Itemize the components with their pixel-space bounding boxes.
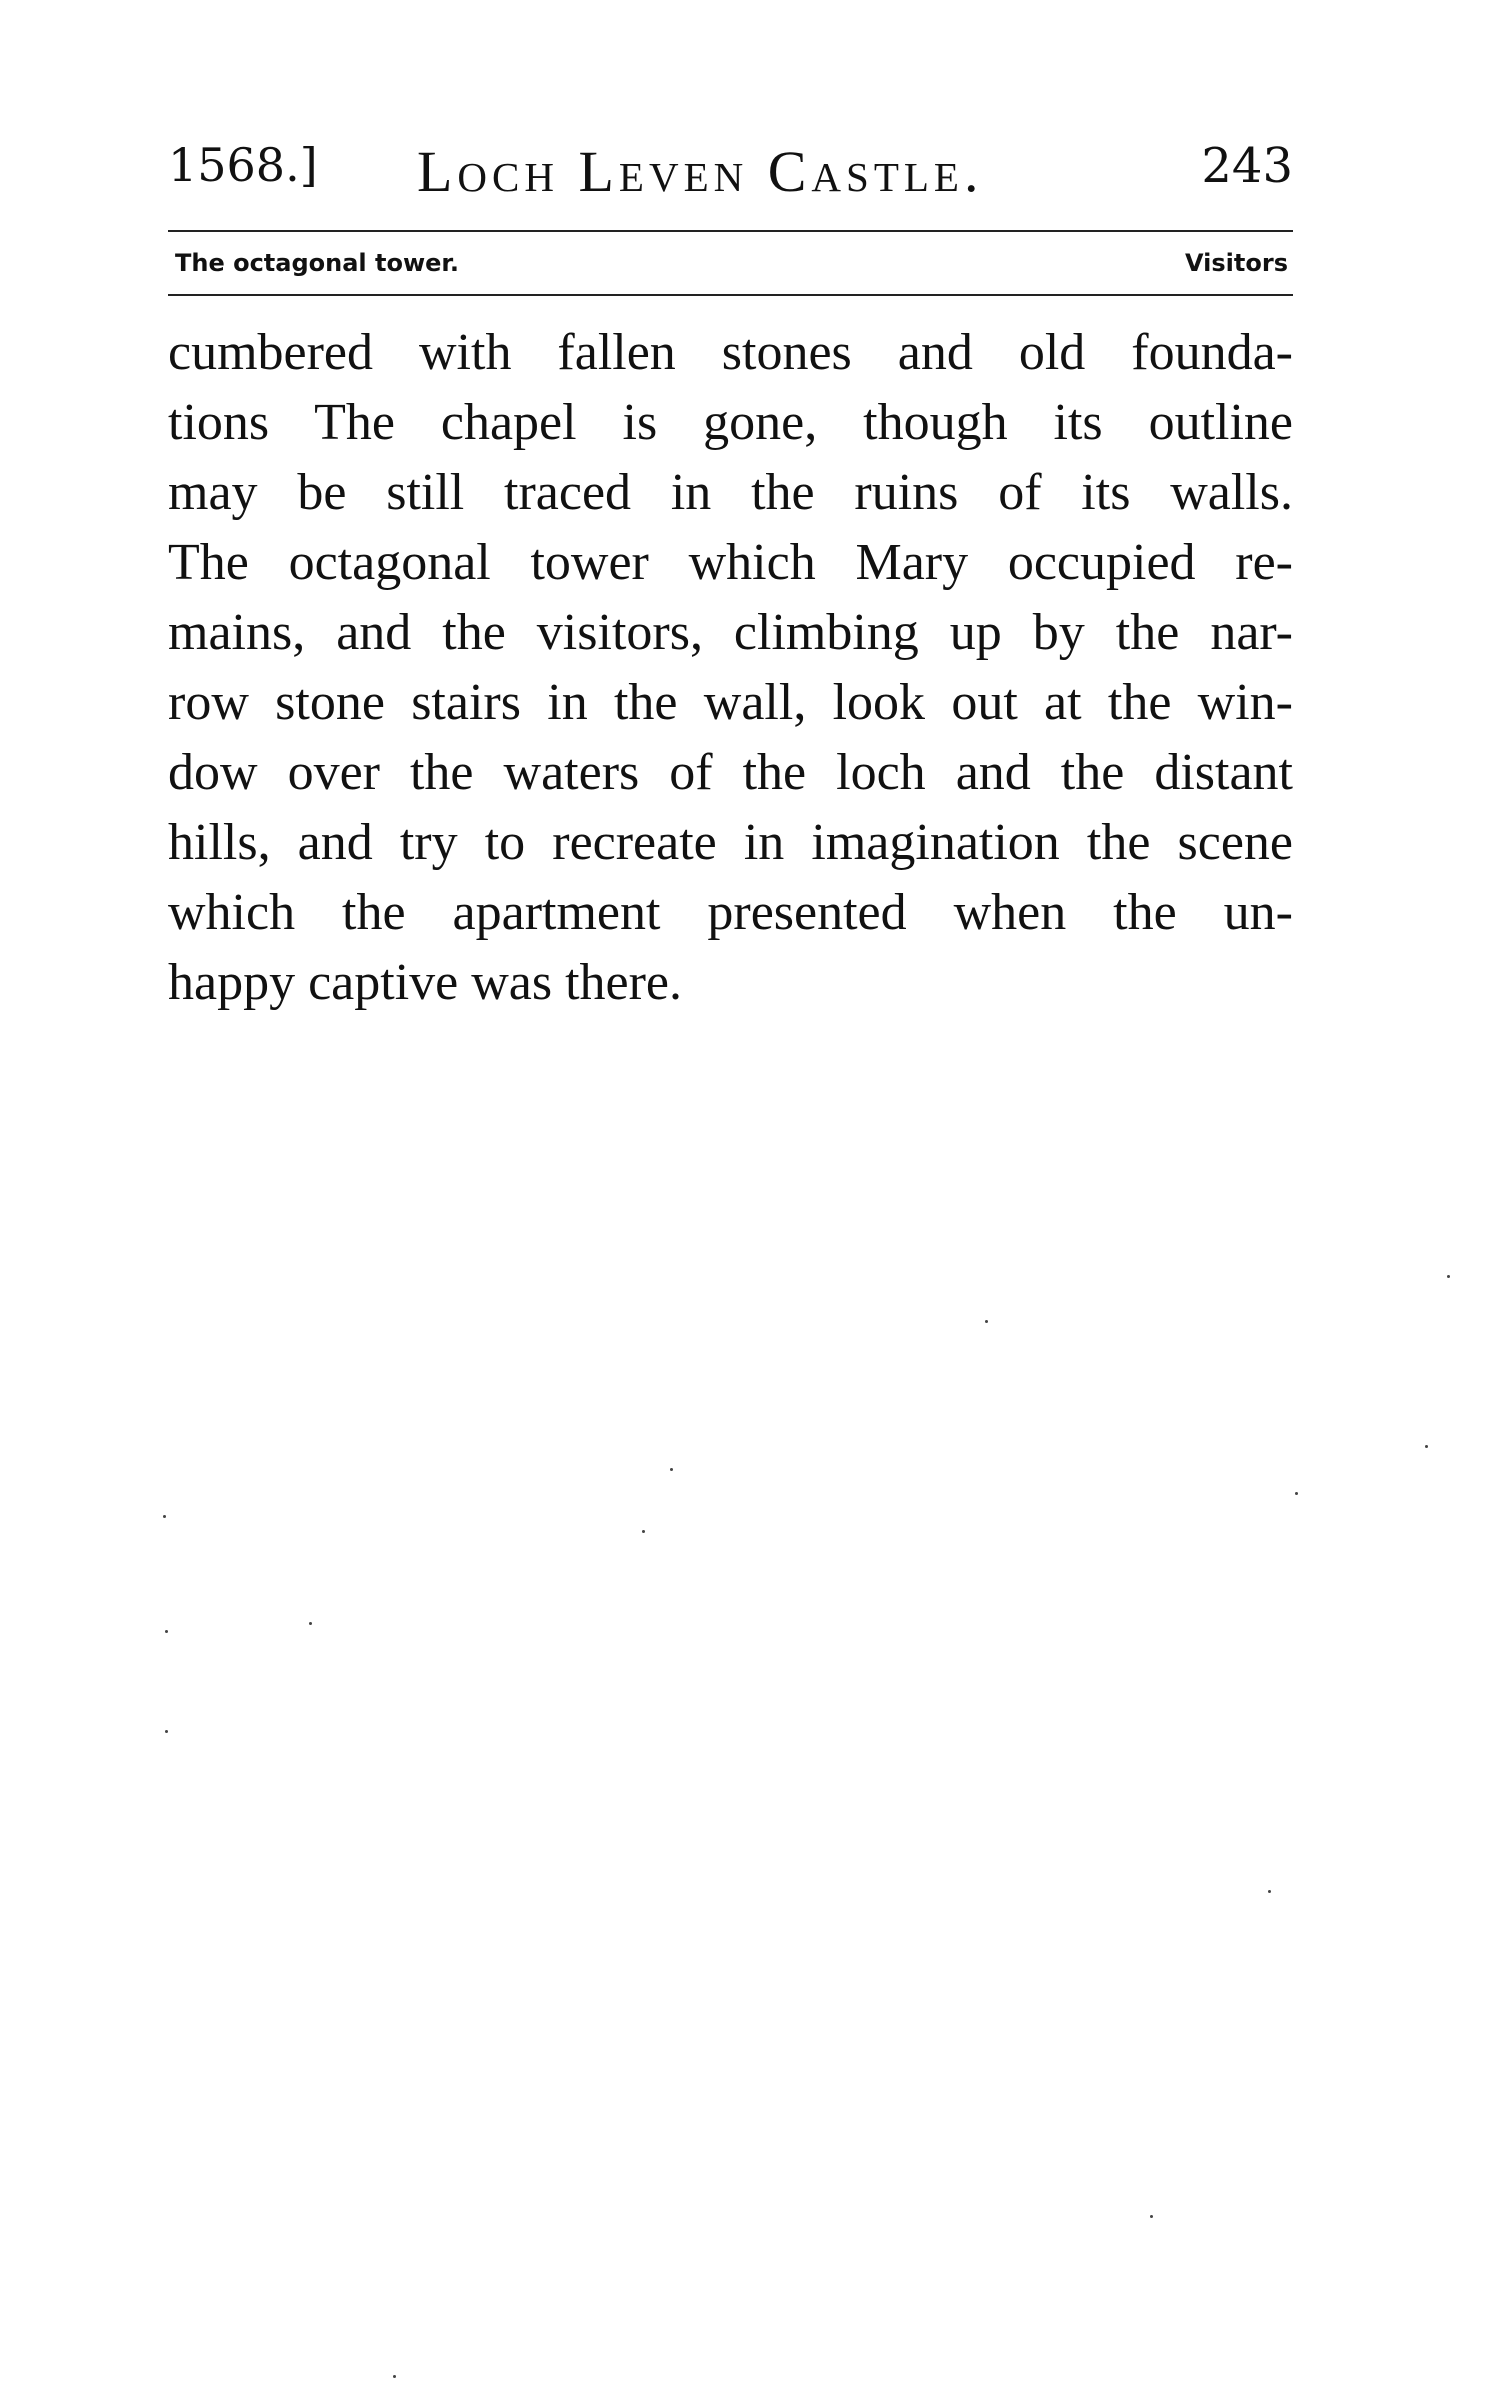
- paper-speck: [642, 1530, 645, 1533]
- paper-speck: [1268, 1890, 1271, 1893]
- header-title: Loch Leven Castle.: [417, 139, 984, 204]
- body-paragraph: [168, 318, 1293, 1018]
- paper-speck: [1447, 1275, 1450, 1278]
- paper-speck: [1425, 1445, 1428, 1448]
- text-line: dow over the waters of the loch and the distant: [168, 744, 1293, 801]
- header-rule-bottom: [168, 294, 1293, 296]
- paper-speck: [309, 1622, 312, 1625]
- side-notes: [175, 246, 1288, 286]
- running-head: [168, 138, 1293, 208]
- side-note-right: Visitors: [1185, 249, 1288, 277]
- side-note-left: The octagonal tower.: [175, 249, 459, 277]
- text-line: which the apartment presented when the un-: [168, 884, 1293, 941]
- text-line: may be still traced in the ruins of its walls.: [168, 464, 1293, 521]
- text-line: cumbered with fallen stones and old founda-: [168, 324, 1293, 381]
- paper-speck: [165, 1630, 168, 1633]
- paper-speck: [1295, 1492, 1298, 1495]
- paper-speck: [163, 1515, 166, 1518]
- paper-speck: [393, 2375, 396, 2378]
- page-number: 243: [1201, 138, 1293, 194]
- text-line: row stone stairs in the wall, look out at the win-: [168, 674, 1293, 731]
- text-line: mains, and the visitors, climbing up by the nar-: [168, 604, 1293, 661]
- text-line: hills, and try to recreate in imagination the scene: [168, 814, 1293, 871]
- paper-speck: [670, 1468, 673, 1471]
- paper-speck: [1150, 2215, 1153, 2218]
- header-year: 1568.]: [168, 138, 318, 192]
- paper-speck: [165, 1730, 168, 1733]
- header-rule-top: [168, 230, 1293, 232]
- text-line: The octagonal tower which Mary occupied re-: [168, 534, 1293, 591]
- text-line: happy captive was there.: [168, 954, 683, 1011]
- paper-speck: [985, 1320, 988, 1323]
- text-line: tions The chapel is gone, though its outline: [168, 394, 1293, 451]
